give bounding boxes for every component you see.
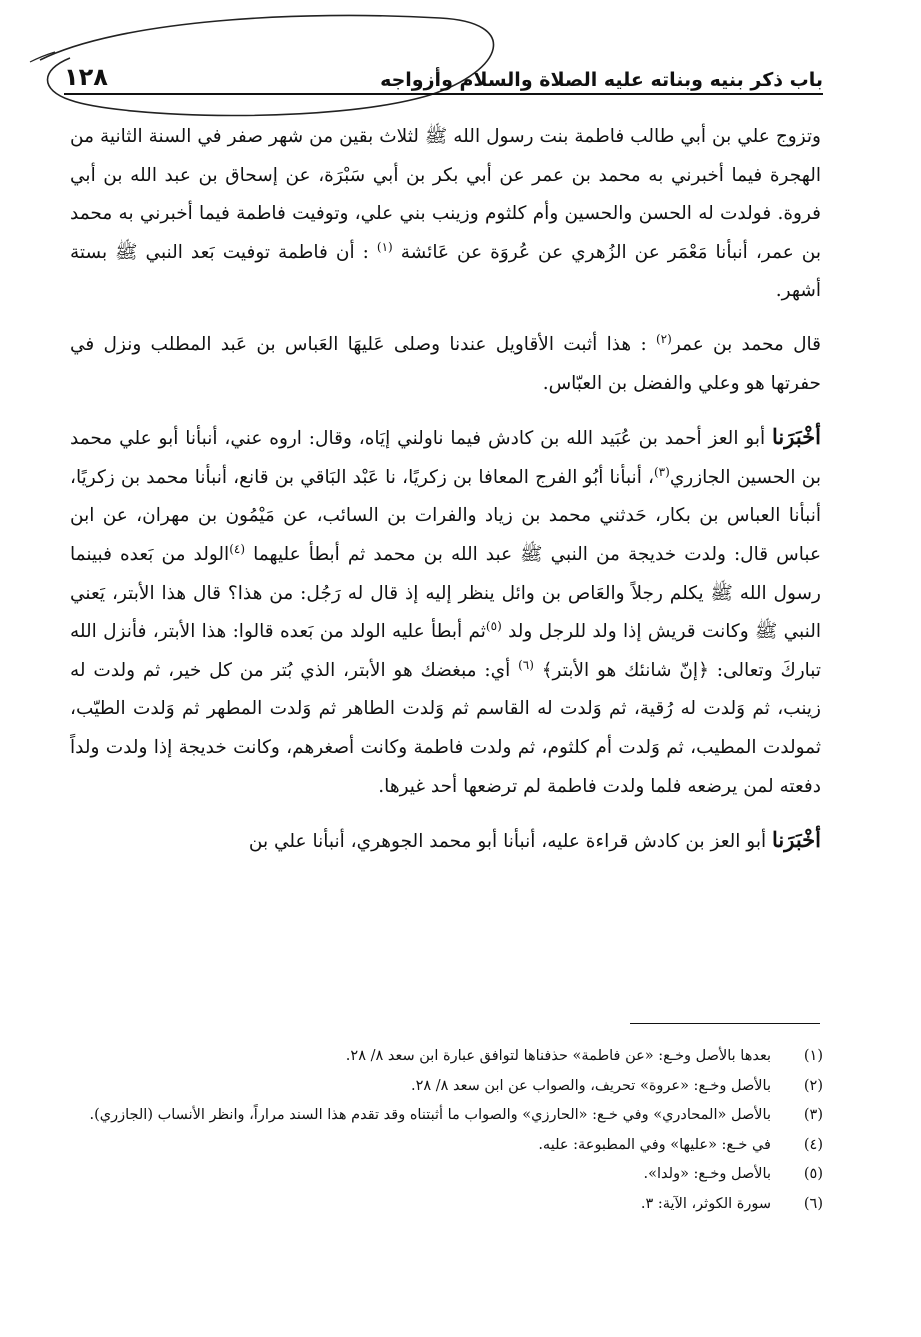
footnote-number: (٦)	[803, 1195, 823, 1212]
paragraph-4	[70, 821, 821, 862]
footnote-item	[70, 1160, 823, 1190]
footnote-text: بالأصل وخـع: «ولدا».	[643, 1166, 771, 1182]
header-rule	[64, 93, 823, 95]
page-header	[64, 55, 823, 91]
paragraph-3-text-a: أبو العز أحمد بن عُبَيد الله بن كادش فيما ناولني إيَاه، وقال: اروه عني، أنبأنا أبو علي محمد بن الحسين الجازري	[70, 428, 821, 488]
akhbarana-lead-3: أخْبَرَنا	[772, 424, 821, 450]
footnote-number: (١)	[803, 1048, 823, 1064]
akhbarana-lead-4: أخْبَرَنا	[772, 827, 821, 853]
paragraph-2-text-b: : هذا أثبت الأقاويل عندنا وصلى عَليهَا العَباس بن عَبد المطلب ونزل في حفرتها هو وعلي والفضل بن العبّاس.	[70, 333, 821, 394]
footnote-text: بعدها بالأصل وخـع: «عن فاطمة» حذفناها لتوافق عبارة ابن سعد ٨/ ٢٨.	[345, 1048, 771, 1064]
footnote-item	[70, 1042, 823, 1072]
paragraph-4-text: أبو العز بن كادش قراءة عليه، أنبأنا أبو محمد الجوهري، أنبأنا علي بن	[248, 831, 767, 853]
paragraph-3-text-d: ثم أبطأ عليه الولد من بَعده قالوا: هذا الأبتر، فأنزل الله تباركَ وتعالى: ﴿إنّ شانئك هو الأبتر﴾	[70, 621, 821, 681]
footnote-number: (٥)	[803, 1166, 823, 1182]
footnote-text: في خـع: «عليها» وفي المطبوعة: عليه.	[538, 1136, 771, 1153]
running-title: باب ذكر بنيه وبناته عليه الصلاة والسلام وأزواجه	[380, 69, 823, 91]
paragraph-3-text-c: الولد من بَعده فبينما رسول الله ﷺ يكلم رجلاً والعَاص بن وائل ينظر إليه إذ قال له رَجُل: من هذا؟ قال هذا الأبتر، يَعني النبي ﷺ وكانت قريش إذا ولد للرجل ولد	[70, 543, 821, 643]
footnote-ref-3: (٣)	[653, 464, 670, 479]
footnote-separator	[630, 1023, 820, 1024]
footnote-item	[70, 1131, 823, 1161]
footnote-number: (٣)	[803, 1107, 823, 1123]
footnote-item	[70, 1072, 823, 1102]
paragraph-1-end: : أن فاطمة توفيت بَعد النبي ﷺ بستة أشهر.	[70, 241, 821, 302]
paragraph-3	[70, 418, 821, 806]
paragraph-1-text: وتزوج علي بن أبي طالب فاطمة بنت رسول الله ﷺ لثلاث بقين من شهر صفر في السنة الثانية من الهجرة فيما أخبرني به محمد بن عمر عن أبي بكر بن أبي سَبْرَة، عن إسحاق بن عبد الله بن أبي فروة. فولدت له الحسن والحسين وأم كلثوم وزينب بني علي، وتوفيت فاطمة فيما أخبرني به محمد بن عمر، أنبأنا مَعْمَر عن الزُهري عن عُروَة عن عَائشة	[70, 126, 822, 263]
paragraph-3-text-b: ، أنبأنا أبُو الفرج المعافا بن زكريًا، نا عَبْد البَاقي بن قانع، أنبأنا محمد بن زكريًا، أنبأنا العباس بن بكار، حَدثني محمد بن زياد والفرات بن السائب، عن مَيْمُون بن مهران، عن ابن عباس قال: ولدت خديجة من النبي ﷺ عبد الله بن محمد ثم أبطأ عليهما	[70, 466, 821, 565]
footnote-ref-6: (٦)	[518, 657, 534, 672]
paragraph-2-text-a: قال محمد بن عمر	[671, 333, 821, 355]
footnote-item	[70, 1190, 823, 1220]
footnote-ref-4: (٤)	[229, 541, 246, 556]
footnote-ref-2: (٢)	[655, 331, 672, 346]
footnote-item	[70, 1101, 823, 1131]
paragraph-2	[70, 326, 821, 403]
footnote-number: (٢)	[803, 1077, 823, 1094]
footnote-ref-5: (٥)	[485, 618, 502, 633]
footnote-text: بالأصل «المحادري» وفي خـع: «الحارزي» والصواب ما أثبتناه وقد تقدم هذا السند مراراً، وانظر الأنساب (الجازري).	[89, 1107, 771, 1123]
paragraph-1	[70, 118, 821, 311]
footnote-number: (٤)	[803, 1136, 823, 1153]
paragraph-3-text-e: أي: مبغضك هو الأبتر، الذي بُتر من كل خير، ثم ولدت له زينب، ثم وَلدت له رُقية، ثم وَلدت له القاسم ثم وَلدت الطاهر ثم وَلدت المطهر ثم وَلدت الطيّب، ثمولدت المطيب، ثم وَلدت أم كلثوم، ثم ولدت فاطمة وكانت أصغرهم، وكانت خديجة إذا ولدت ولداً دفعته لمن يرضعه فلما ولدت فاطمة لم ترضعها أحد غيرها.	[70, 659, 821, 797]
footnote-text: بالأصل وخـع: «عروة» تحريف، والصواب عن ابن سعد ٨/ ٢٨.	[410, 1077, 771, 1094]
footnotes	[70, 1042, 823, 1219]
footnote-text: سورة الكوثر، الآية: ٣.	[640, 1195, 771, 1212]
footnote-ref-1: (١)	[376, 239, 393, 254]
page-number: ١٢٨	[64, 63, 108, 91]
main-text	[70, 118, 821, 862]
